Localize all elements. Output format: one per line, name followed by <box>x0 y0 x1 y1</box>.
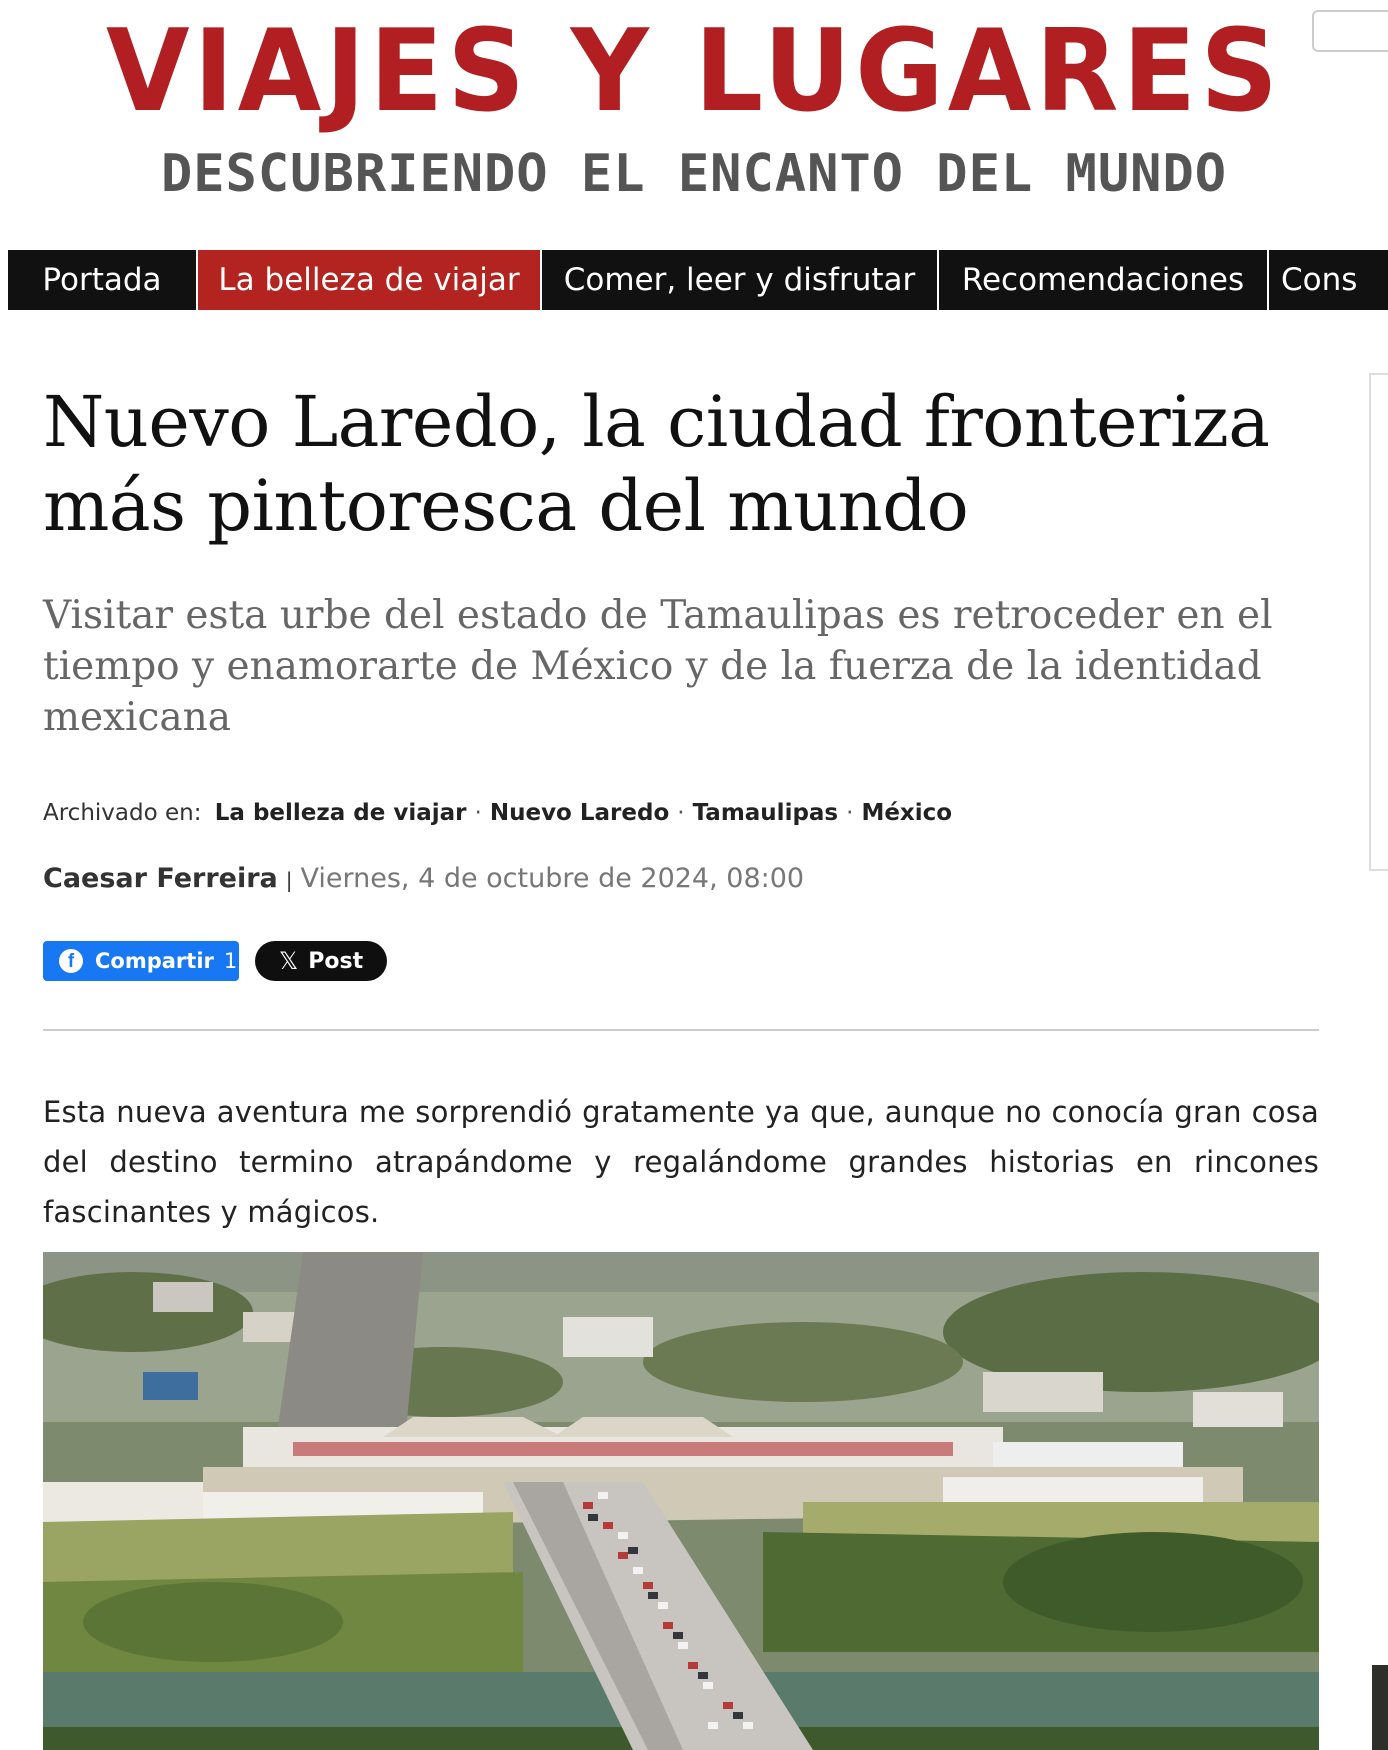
archived-tags <box>43 798 1319 828</box>
tag-link[interactable]: Tamaulipas <box>692 800 839 826</box>
nav-item-comer-leer-disfrutar[interactable]: Comer, leer y disfrutar <box>542 250 939 310</box>
nav-item-cons[interactable]: Cons <box>1281 262 1358 298</box>
tag-separator: · <box>846 800 854 826</box>
facebook-share-count: 1 <box>223 949 238 973</box>
tag-link[interactable]: La belleza de viajar <box>214 800 467 826</box>
x-logo-icon: 𝕏 <box>278 947 299 975</box>
x-post-label: Post <box>308 948 364 974</box>
tag-link[interactable]: Nuevo Laredo <box>489 800 670 826</box>
byline <box>43 862 1319 897</box>
site-tagline: DESCUBRIENDO EL ENCANTO DEL MUNDO <box>160 144 1228 204</box>
article-subheadline: Visitar esta urbe del estado de Tamaulipas es retroceder en el tiempo y enamorarte de México y de la fuerza de la identidad mexicana <box>43 593 1273 740</box>
article-headline: Nuevo Laredo, la ciudad fronteriza más pintoresca del mundo <box>43 381 1270 547</box>
site-logo[interactable] <box>0 0 1388 230</box>
tag-separator: · <box>474 800 482 826</box>
tag-separator: · <box>677 800 685 826</box>
main-nav <box>8 250 1388 310</box>
nav-item-recomendaciones[interactable]: Recomendaciones <box>939 250 1269 310</box>
sidebar-widget <box>1369 373 1388 871</box>
facebook-icon: f <box>59 949 83 973</box>
byline-separator: | <box>285 868 293 892</box>
search-box[interactable] <box>1312 10 1388 52</box>
x-post-button[interactable] <box>255 941 387 981</box>
tag-link[interactable]: México <box>861 800 953 826</box>
article-photo[interactable] <box>43 1252 1319 1750</box>
aerial-city-photo <box>43 1252 1319 1750</box>
share-buttons <box>43 941 1319 981</box>
article <box>43 380 1319 1266</box>
author-name[interactable]: Caesar Ferreira <box>43 863 278 894</box>
sidebar-image <box>1372 1665 1388 1750</box>
article-body-paragraph: Esta nueva aventura me sorprendió gratamente ya que, aunque no conocía gran cosa del destino termino atrapándome y regalándome grandes historias en rincones fascinantes y mágicos. <box>43 1095 1319 1229</box>
divider <box>43 1029 1319 1031</box>
facebook-share-button[interactable] <box>43 941 239 981</box>
nav-item-la-belleza-de-viajar[interactable]: La belleza de viajar <box>198 250 542 310</box>
archived-label: Archivado en: <box>43 800 202 826</box>
publish-date: Viernes, 4 de octubre de 2024, 08:00 <box>300 863 805 894</box>
nav-item-portada[interactable]: Portada <box>8 250 198 310</box>
site-title: VIAJES Y LUGARES <box>105 5 1283 138</box>
facebook-share-label: Compartir <box>95 949 214 973</box>
